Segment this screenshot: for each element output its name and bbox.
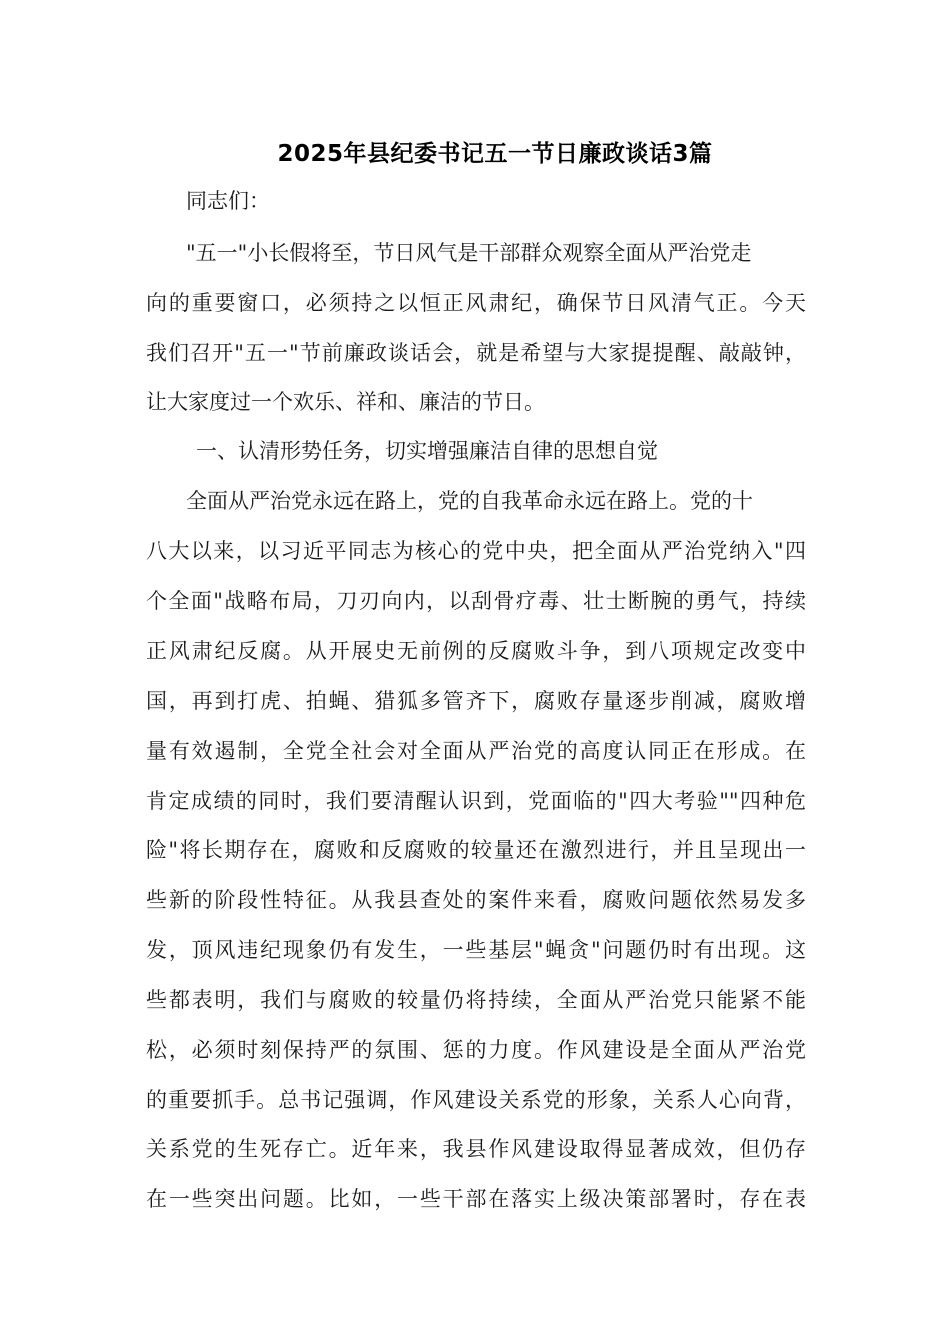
section-line: 肯定成绩的同时，我们要清醒认识到，党面临的"四大考验""四种危 [146,789,806,813]
intro-line: 让大家度过一个欢乐、祥和、廉洁的节日。 [146,390,545,414]
document-body [146,0,806,1344]
section-line: 些新的阶段性特征。从我县查处的案件来看，腐败问题依然易发多 [146,888,806,912]
section-line: 险"将长期存在，腐败和反腐败的较量还在激烈进行，并且呈现出一 [146,838,806,862]
section-line: 全面从严治党永远在路上，党的自我革命永远在路上。党的十 [186,489,753,513]
section-line: 关系党的生死存亡。近年来，我县作风建设取得显著成效，但仍存 [146,1137,806,1161]
section-line: 国，再到打虎、拍蝇、猎狐多管齐下，腐败存量逐步削减，腐败增 [146,689,806,713]
section-line: 的重要抓手。总书记强调，作风建设关系党的形象，关系人心向背， [146,1088,806,1112]
document-title: 2025年县纪委书记五一节日廉政谈话3篇 [277,141,713,167]
intro-line: 向的重要窗口，必须持之以恒正风肃纪，确保节日风清气正。今天 [146,291,806,315]
section-line: 些都表明，我们与腐败的较量仍将持续，全面从严治党只能紧不能 [146,988,806,1012]
intro-line: 我们召开"五一"节前廉政谈话会，就是希望与大家提提醒、敲敲钟， [146,341,806,365]
section-line: 正风肃纪反腐。从开展史无前例的反腐败斗争，到八项规定改变中 [146,639,806,663]
section-line: 发，顶风违纪现象仍有发生，一些基层"蝇贪"问题仍时有出现。这 [146,938,806,962]
intro-line: "五一"小长假将至，节日风气是干部群众观察全面从严治党走 [186,241,752,265]
section-line: 在一些突出问题。比如，一些干部在落实上级决策部署时，存在表 [146,1187,806,1211]
section-line: 个全面"战略布局，刀刃向内，以刮骨疗毒、壮士断腕的勇气，持续 [146,589,806,613]
greeting: 同志们： [186,189,270,213]
section-line: 松，必须时刻保持严的氛围、惩的力度。作风建设是全面从严治党 [146,1038,806,1062]
section-line: 量有效遏制，全党全社会对全面从严治党的高度认同正在形成。在 [146,739,806,763]
section-heading: 一、认清形势任务，切实增强廉洁自律的思想自觉 [196,439,658,463]
section-line: 八大以来，以习近平同志为核心的党中央，把全面从严治党纳入"四 [146,539,806,563]
